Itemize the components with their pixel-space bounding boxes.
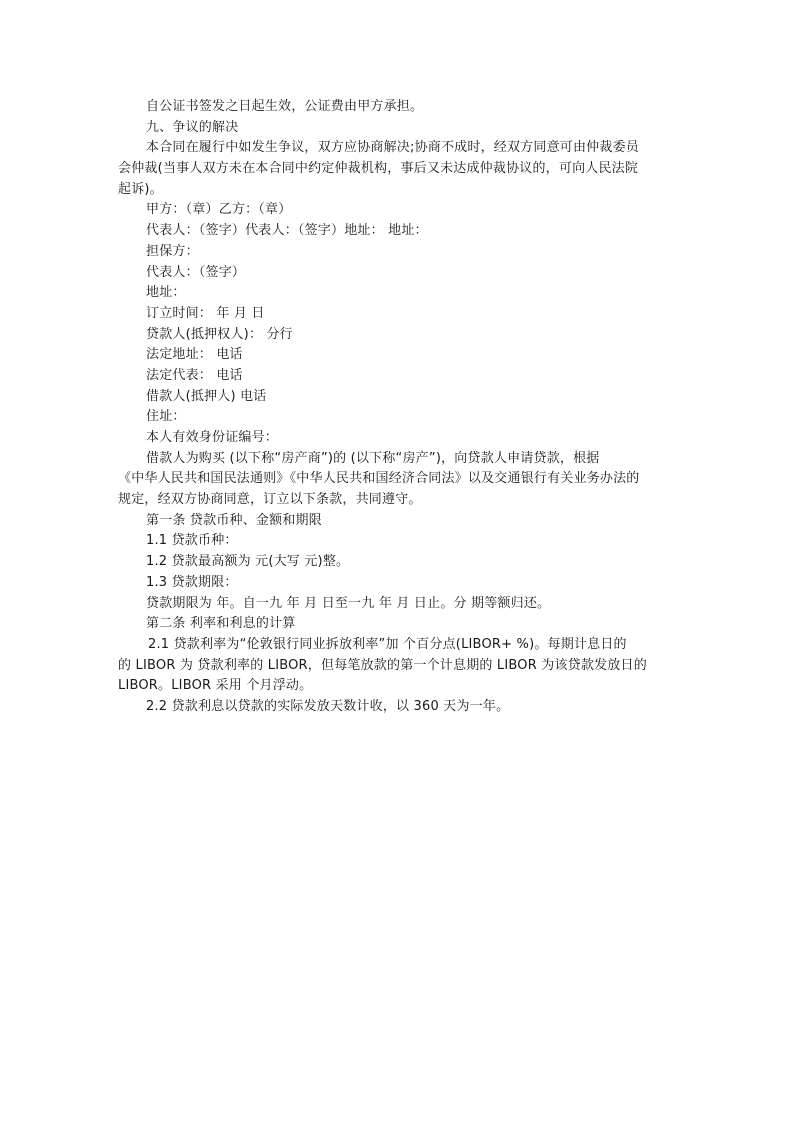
signature-line: 代表人：（签字） (146, 264, 246, 280)
signature-line: 地址： (146, 285, 186, 301)
party-line: 法定代表： 电话 (146, 367, 243, 383)
text-line: 自公证书签发之日起生效，公证费由甲方承担。 (146, 99, 424, 114)
party-line: 法定地址： 电话 (146, 347, 243, 363)
clause-line: LIBOR。LIBOR 采用 个月浮动。 (118, 678, 313, 694)
signature-line: 甲方：（章）乙方：（章） (146, 202, 292, 218)
section-heading: 九、争议的解决 (146, 119, 239, 135)
clause-line: 的 LIBOR 为 贷款利率的 LIBOR，但每笔放款的第一个计息期的 LIBOR 为该贷款发放日的 (118, 657, 647, 673)
clause-line: 1.3 贷款期限： (146, 574, 238, 590)
text-line: 《中华人民共和国民法通则》《中华人民共和国经济合同法》以及交通银行有关业务办法的 (118, 471, 640, 487)
clause-line: 2.1 贷款利率为“伦敦银行同业拆放利率”加 个百分点(LIBOR+ %)。每期计息日的 (148, 636, 627, 652)
party-line: 本人有效身份证编号： (146, 430, 279, 445)
text-line: 会仲裁(当事人双方未在本合同中约定仲裁机构，事后又未达成仲裁协议的，可向人民法院 (118, 161, 639, 177)
party-line: 贷款人(抵押权人)： 分行 (146, 326, 293, 342)
text-line: 借款人为购买 (以下称“房产商”)的 (以下称“房产”)，向贷款人申请贷款，根据 (146, 450, 600, 466)
party-line: 借款人(抵押人) 电话 (146, 388, 267, 404)
date-line: 订立时间： 年 月 日 (146, 305, 265, 321)
signature-line: 担保方： (146, 243, 199, 259)
clause-line: 1.1 贷款币种： (146, 533, 238, 549)
party-line: 住址： (146, 409, 186, 425)
text-line: 规定，经双方协商同意，订立以下条款，共同遵守。 (118, 492, 422, 508)
clause-line: 2.2 贷款利息以贷款的实际发放天数计收，以 360 天为一年。 (146, 698, 510, 714)
article-heading: 第一条 贷款币种、金额和期限 (146, 512, 322, 528)
clause-line: 1.2 贷款最高额为 元(大写 元)整。 (146, 554, 350, 570)
text-line: 本合同在履行中如发生争议，双方应协商解决;协商不成时，经双方同意可由仲裁委员 (146, 140, 639, 156)
document-body (118, 97, 678, 718)
clause-line: 贷款期限为 年。自一九 年 月 日至一九 年 月 日止。分 期等额归还。 (146, 595, 551, 611)
text-line: 起诉)。 (118, 181, 163, 197)
signature-line: 代表人：（签字）代表人：（签字）地址： 地址： (146, 223, 428, 239)
article-heading: 第二条 利率和利息的计算 (146, 616, 296, 632)
